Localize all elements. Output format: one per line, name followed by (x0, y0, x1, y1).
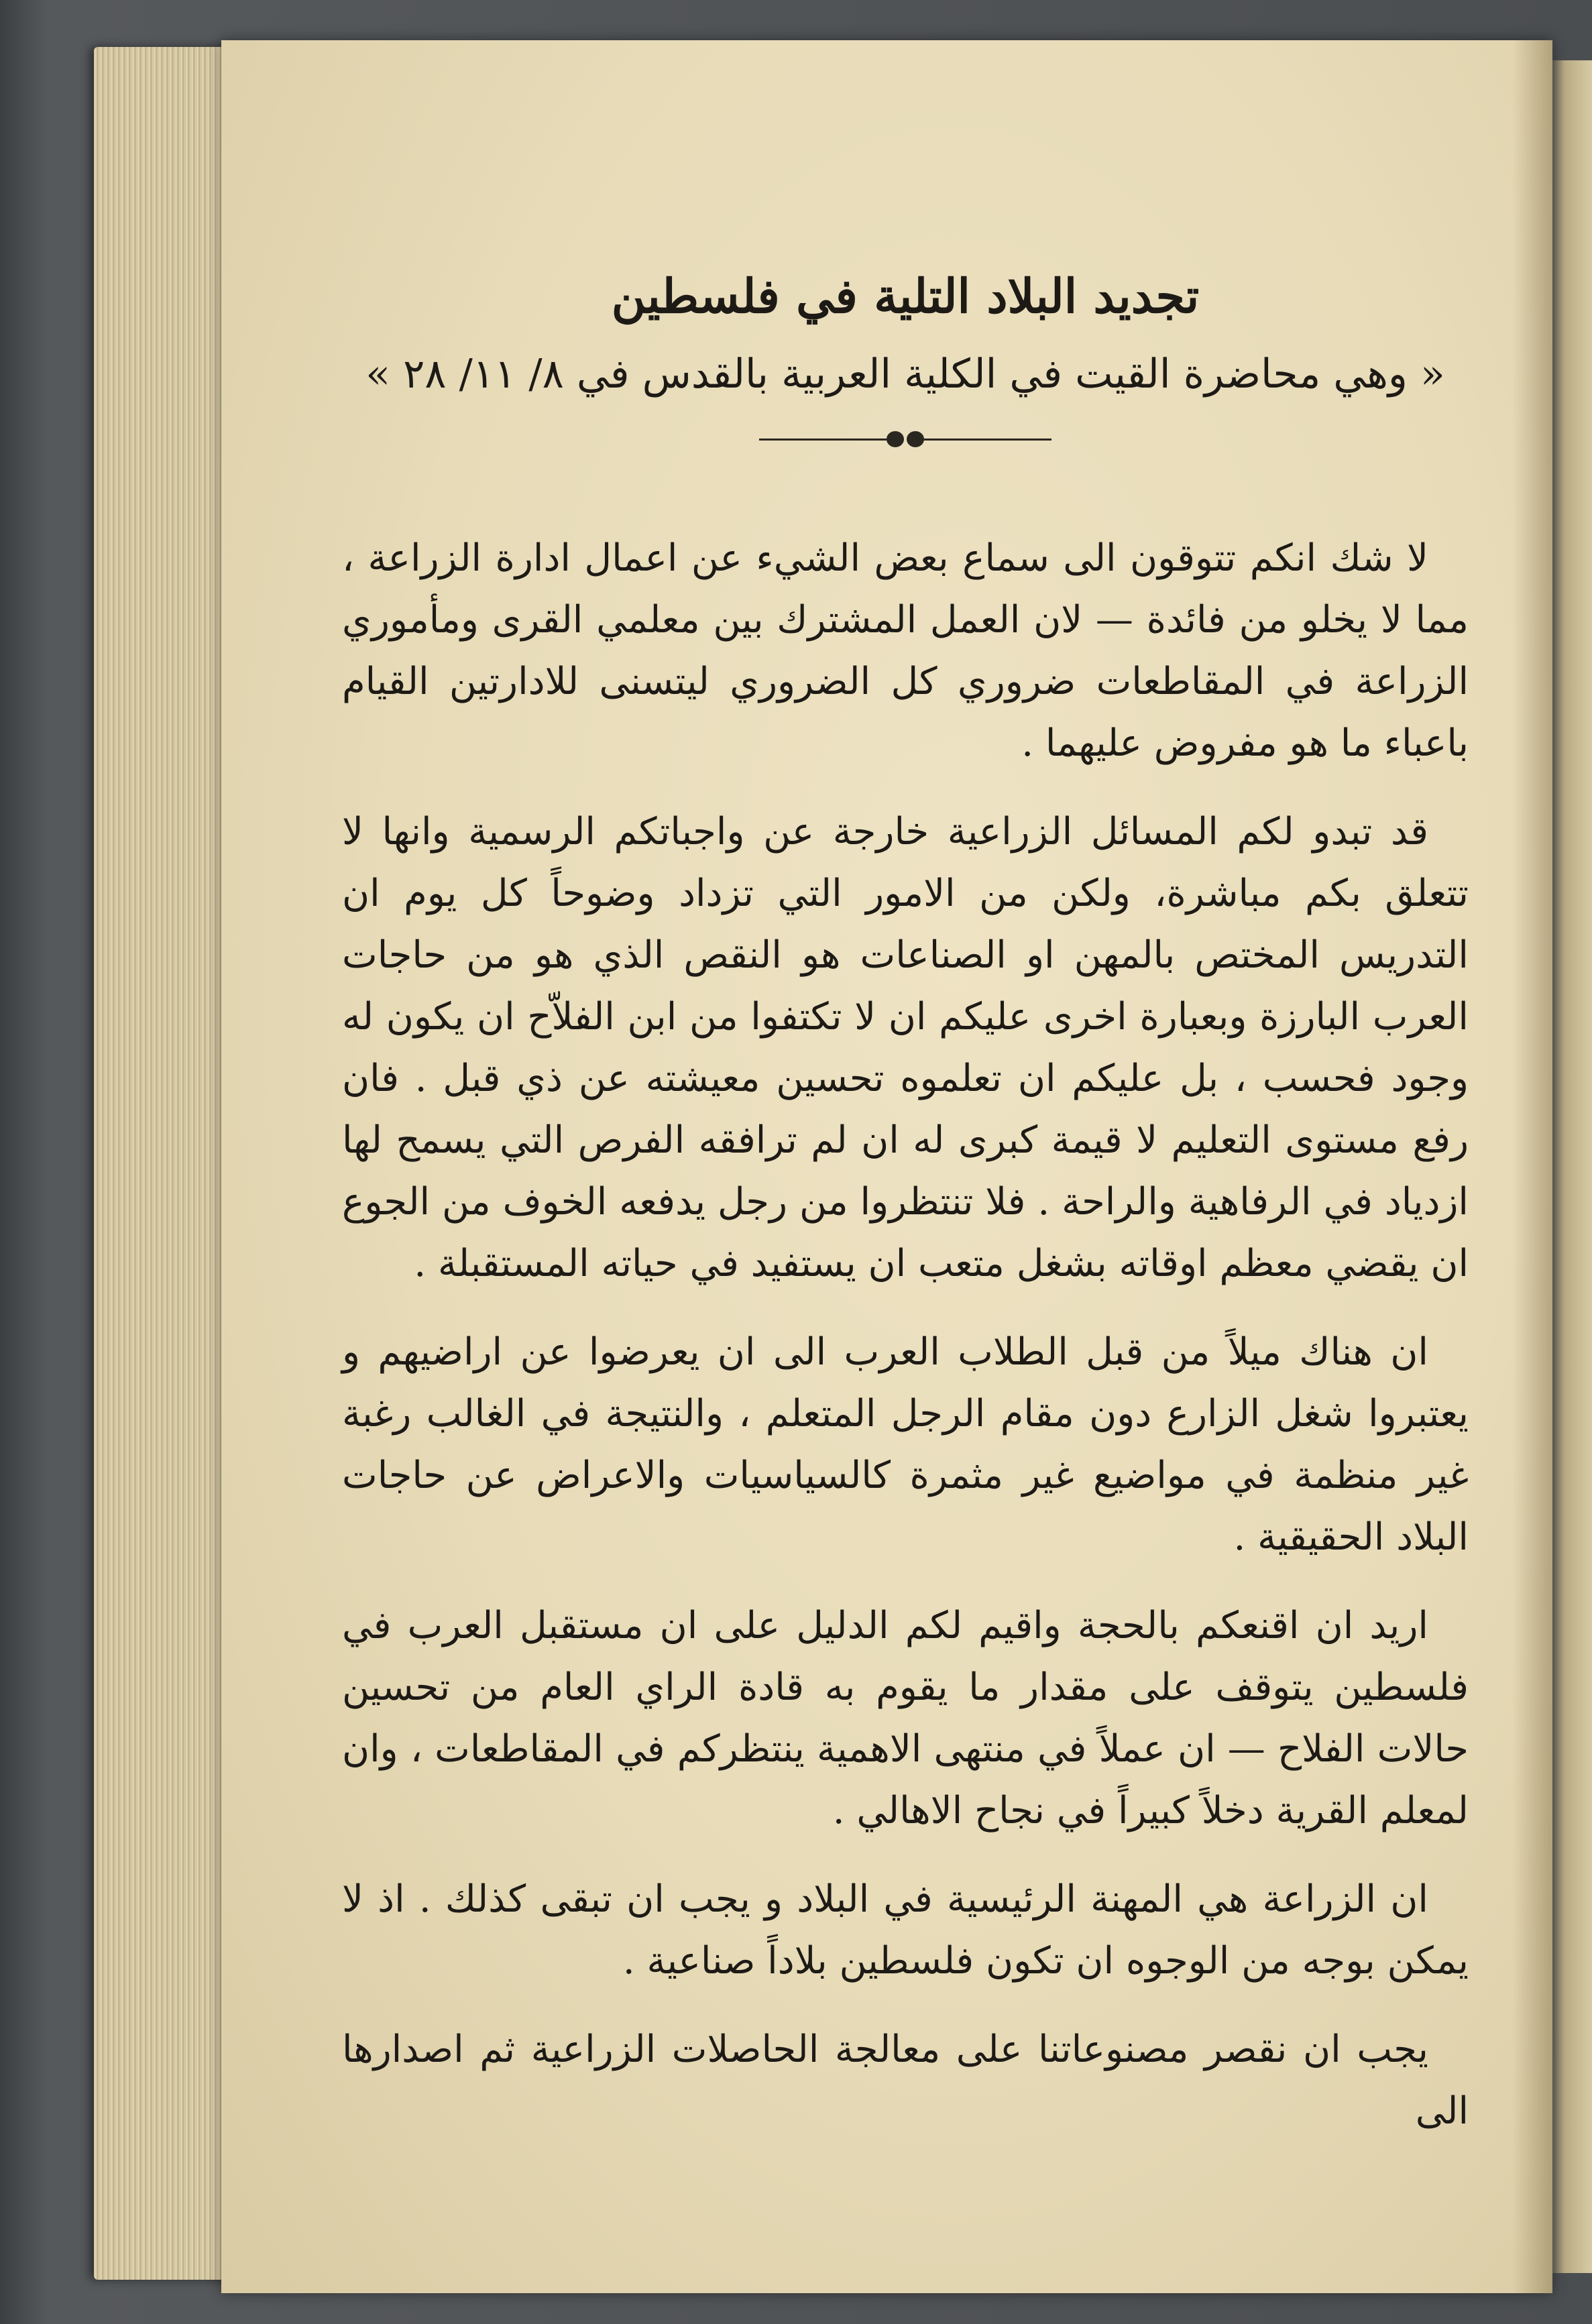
paragraph-5: ان الزراعة هي المهنة الرئيسية في البلاد و يجب ان تبقى كذلك . اذ لا يمكن بوجه من الوجوه ان تكون فلسطين بلاداً صناعية . (342, 1877, 1469, 1983)
divider-ornament (342, 431, 1469, 447)
paragraph-6: يجب ان نقصر مصنوعاتنا على معالجة الحاصلات الزراعية ثم اصدارها الى (342, 2028, 1469, 2133)
page-title: تجديد البلاد التلية في فلسطين (611, 268, 1200, 324)
divider-line-right (924, 439, 1051, 441)
facing-page-edge (1552, 60, 1592, 2273)
paragraph-1: لا شك انكم تتوقون الى سماع بعض الشيء عن اعمال ادارة الزراعة ، مما لا يخلو من فائدة — لان العمل المشترك بين معلمي القرى ومأموري الزراعة في المقاطعات ضروري كل الضروري ليتسنى للادارتين القيام باعباء ما هو مفروض عليهما . (342, 536, 1469, 765)
page-block-edges (94, 47, 235, 2280)
paragraph-3: ان هناك ميلاً من قبل الطلاب العرب الى ان يعرضوا عن اراضيهم و يعتبروا شغل الزارع دون مقام الرجل المتعلم ، والنتيجة في الغالب رغبة غير منظمة في مواضيع غير مثمرة كالسياسيات والاعراض عن حاجات البلاد الحقيقية . (342, 1330, 1469, 1559)
bow-ornament-icon (887, 431, 924, 447)
paragraph-4: اريد ان اقنعكم بالحجة واقيم لكم الدليل على ان مستقبل العرب في فلسطين يتوقف على مقدار ما يقوم به قادة الراي العام من تحسين حالات الفلاح — ان عملاً في منتهى الاهمية ينتظركم في المقاطعات ، وان لمعلم القرية دخلاً كبيراً في نجاح الاهالي . (342, 1604, 1469, 1833)
page-content (342, 268, 1469, 2169)
page-subtitle: « وهي محاضرة القيت في الكلية العربية بالقدس في ٨/ ١١/ ٢٨ » (365, 351, 1445, 398)
divider-line-left (759, 439, 887, 441)
paragraph-2: قد تبدو لكم المسائل الزراعية خارجة عن واجباتكم الرسمية وانها لا تتعلق بكم مباشرة، ولكن من الامور التي تزداد وضوحاً كل يوم ان التدريس المختص بالمهن او الصناعات هو النقص الذي هو من حاجات العرب البارزة وبعبارة اخرى عليكم ان لا تكتفوا من ابن الفلاّح ان يكون له وجود فحسب ، بل عليكم ان تعلموه تحسين معيشته عن ذي قبل . فان رفع مستوى التعليم لا قيمة كبرى له ان لم ترافقه الفرص التي يسمح لها ازدياد في الرفاهية والراحة . فلا تنتظروا من رجل يدفعه الخوف من الجوع ان يقضي معظم اوقاته بشغل متعب ان يستفيد في حياته المستقبلة . (342, 810, 1469, 1285)
